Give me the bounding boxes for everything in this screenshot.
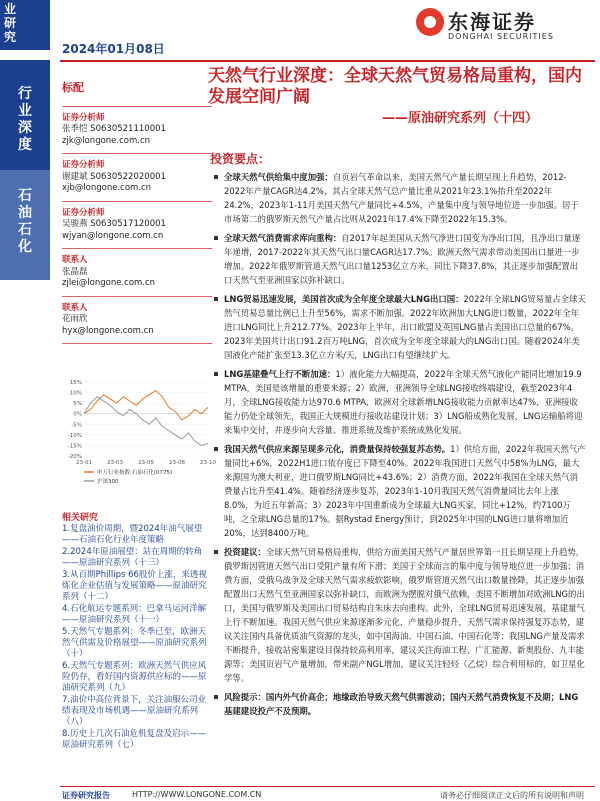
y-tick-label: 15% (69, 380, 82, 386)
analyst-entry (62, 113, 212, 155)
person-name: 吴骏燕 (62, 219, 88, 229)
related-item[interactable]: 8.历史上几次石油危机复盘及启示——原油研究系列（七） (62, 729, 207, 750)
rating: 标配 (62, 81, 84, 94)
chart-svg (62, 378, 216, 498)
point-body: 1）供给方面，2022年我国天然气产量同比+6%，2022H1进口依存度已下降至40%。2022年我国进口天然气中58%为LNG，最大来源国为澳大利亚，进口俄罗斯LNG同比+43.6%；2）消费方面，2022年我国在全球天然气消费量占比升至41.4%。随着经济逐步复苏，2023年1-10月我国天然气消费量同比去年上涨8.0%，为近五年新高；3）2023年中国重新成为全球最大LNG买家，同比+12%，约7100万吨，之全球LNG总量的17%。据Rystad Energy预计，到2025年中国的LNG进口量将增加近20%，达到8400万吨。 (224, 444, 586, 538)
side-band-label-1: 行业深度 (18, 86, 32, 153)
corner-banner (0, 0, 50, 50)
point-heading: 全球天然气消费需求库向重构： (224, 233, 342, 243)
email-link[interactable]: zjlei@longone.com.cn (62, 278, 156, 288)
x-tick-label: 23-03 (107, 460, 123, 466)
related-item[interactable]: 2.2024年原油展望：站在周期的转角——原油研究系列（十三） (62, 547, 203, 568)
point-body: 全球天然气贸易格局重构，供给方面美国天然气产量居世界第一且长期呈现上升趋势，俄罗斯因管道天然气出口受阻产量有所下滑；美国于全球而言的集中度与领导地位进一步加强；消费方面，受俄乌战争及全球天然气需求疲软影响，俄罗斯管道天然气出口数量挫降，其正逐步加强配置出口天然气至亚洲国家以弥补缺口，而欧洲为摆脱对俄气依赖，美国不断增加对欧洲LNG的出口，美国与俄罗斯及美国出口贸易结构自朱床去向重构。此外，全球LNG贸易迅速发展，基建量气上行不断加速。我国天然气供应来源逐渐多元化，产量稳步提升，天然气需求保持强复苏态势，建议关注国内具备优质油气资源的龙头，如中国海油、中国石油、中国石化等；我国LNG产量及需求不断提升，接收站密集建设目保持较高利用率，建议关注海油工程、广汇能源、新奥股份、九丰能源等；美国页岩气产量增加，带来副产NGL增加，建议关注轻烃（乙烷）综合利用标的，如卫星化学等。 (224, 547, 585, 683)
performance-chart (62, 378, 216, 498)
related-item[interactable]: 7.油价中高位背景下，关注油服公司业绩表现及市场机遇——原油研究系列（八） (62, 695, 207, 727)
divider (62, 296, 212, 297)
point-body: 2022年全球LNG贸易量占全球天然气贸易总量比例已上升至56%，需求不断加强。2022年欧洲加大LNG进口数量，2022年全年进口LNG同比上升212.77%。2023年上半年，出口欧盟及英国LNG量占美国出口总量的67%。2023年美国共计出口91.2百万吨LNG，首次成为全年度全球最大的LNG出口国。随着2024年美国液化产能扩张至13.3亿立方米/天，LNG出口有望继续扩大。 (224, 294, 586, 360)
license-id: S0630522020001 (90, 171, 166, 182)
email-link[interactable]: wjyan@longone.com.cn (62, 230, 164, 241)
point-heading: LNG基建叠气上行不断加速： (224, 369, 336, 379)
point-heading: 全球天然气供给集中度加强： (224, 172, 333, 182)
point-paragraph (214, 367, 586, 437)
logo-en: DONGHAI SECURITIES (448, 32, 554, 41)
series-line-1 (84, 397, 208, 446)
analyst-entry (62, 160, 212, 202)
point-body: 1）液化能力大幅提高，2022年全球天然气液化产能同比增加19.9 MTPA，美国是该增量的重要来源；2）欧洲，亚洲领导全球LNG接收终端建设，截至2023年4月，全球LNG接收能力达970.6 MTPA，欧洲对全球新增LNG接收能力贡献率达47%，亚洲接收能力仍处全球领先，我国正大规模进行接收站建设计划；3）LNG船成熟化发展，LNG运输船将迎来集中交付，并逐步向大容量、推进系统及维护系统成熟化发展。 (224, 369, 583, 435)
y-tick-label: 5% (73, 401, 82, 408)
license-id: S0630517120001 (90, 219, 166, 229)
legend-label: 申万行业指数:石油石化(0775) (97, 470, 173, 476)
entry-name (62, 172, 212, 184)
person-name: 花雨欣 (62, 314, 88, 324)
left-column (62, 82, 212, 350)
points-title: 投资要点： (210, 152, 271, 166)
contact-entry (62, 255, 212, 297)
y-tick-label: 0% (73, 411, 82, 418)
point-paragraph (214, 170, 586, 226)
footer-disclaimer: 请务必仔细阅读正文后的所有说明和声明 (440, 791, 584, 800)
person-name: 张季恺 (62, 124, 88, 134)
related-item[interactable]: 1.复盘油价周期，暨2024年油气展望——石油石化行业年度策略 (62, 524, 203, 545)
side-band-top (0, 60, 50, 170)
email-link[interactable]: zjk@longone.com.cn (62, 135, 151, 146)
legend-label: 沪深300 (97, 479, 119, 485)
entry-label: 联系人 (62, 302, 88, 313)
related-item[interactable]: 3.从百期Phillips 66股价上涨，来透视炼化企业估值与发展策略——原油研究系列（十二） (62, 570, 207, 602)
point-paragraph (214, 545, 586, 685)
divider (62, 343, 212, 344)
analyst-list (62, 113, 212, 345)
point-body: 自页岩气革命以来，美国天然气产量长期呈现上升趋势，2012-2022年产量CAGR达4.2%，其占全球天然气总产量比重从2021年23.1%抬升至2022年24.2%，2023年1-11月美国天然气产量同比+4.5%，产量集中度与领导地位进一步加强。居于市场第二的俄罗斯天然气产量占比则从2021年17.4%下降至2022年15.3%。 (224, 172, 579, 224)
side-band-label-2: 石油石化 (18, 188, 32, 255)
point-paragraph (214, 292, 586, 362)
company-logo (416, 6, 556, 46)
related-item[interactable]: 6.天然气专题系列：欧洲天然气供应风险仍存，看好国内资源供应标的——原油研究系列（九） (62, 661, 207, 693)
entry-label: 证券分析师 (62, 160, 105, 170)
y-tick-label: -5% (71, 422, 82, 429)
footer-label: 证券研究报告 (62, 791, 110, 800)
y-tick-label: -10% (67, 432, 82, 439)
point-heading: 投资建议： (224, 547, 266, 557)
y-tick-label: -15% (67, 443, 82, 450)
related-title: 相关研究 (62, 513, 99, 523)
y-tick-label: 10% (69, 390, 82, 397)
entry-label: 证券分析师 (62, 112, 105, 123)
person-name: 张晶磊 (62, 266, 88, 277)
email-link[interactable]: hyx@longone.com.cn (62, 325, 154, 336)
corner-label: 业研究 (4, 2, 17, 44)
point-heading: 我国天然气供应来源呈现多元化，消费量保持较强复苏态势。 (224, 444, 451, 454)
point-body: 自2017年起美国从天然气净进口国变为净出口国，且净出口量逐年递增，2017-2022年其天然气出口量CAGR达17.7%。欧洲天然气需求带动美国出口量进一步增加。2022年俄罗斯管道天然气出口量1253亿立方米，同比下降37.8%，其正逐步加强配置出口天然气至亚洲国家以弥补缺口。 (224, 233, 581, 285)
x-tick-label: 23-10 (200, 460, 216, 466)
report-subtitle: ——原油研究系列（十四） (382, 111, 539, 126)
x-tick-label: 23-08 (169, 460, 185, 466)
side-band-bottom (0, 170, 50, 280)
divider (62, 106, 212, 107)
entry-label: 联系人 (62, 255, 88, 265)
header-divider (60, 60, 595, 62)
person-name: 谢建斌 (62, 171, 88, 182)
divider (62, 248, 212, 249)
report-date: 2024年01月08日 (62, 42, 165, 56)
point-paragraph (214, 442, 586, 540)
related-item[interactable]: 5.天然气专题系列：冬季已至，欧洲天然气供需及价格展望——原油研究系列（十） (62, 627, 207, 659)
x-tick-label: 23-05 (138, 460, 154, 466)
y-tick-label: -20% (67, 454, 82, 460)
footer-url[interactable]: HTTP://WWW.LONGONE.COM.CN (132, 790, 262, 799)
email-link[interactable]: xjb@longone.com.cn (62, 183, 152, 193)
entry-name (62, 267, 212, 279)
license-id: S0630521110001 (90, 124, 166, 134)
divider (62, 201, 212, 202)
logo-mark-icon (416, 8, 444, 36)
analyst-entry (62, 208, 212, 250)
report-title: 天然气行业深度：全球天然气贸易格局重构，国内发展空间广阔 (208, 66, 582, 107)
divider (62, 153, 212, 154)
point-heading: 风险提示：国内外气价高企；地缘政治导致天然气供需波动；国内天然气消费恢复不及期；LNG基建建设投产不及预期。 (224, 692, 579, 716)
related-list (62, 524, 212, 752)
x-tick-label: 23-01 (76, 460, 92, 466)
entry-name (62, 219, 212, 231)
entry-label: 证券分析师 (62, 207, 105, 218)
point-paragraph (214, 231, 586, 287)
point-paragraph (214, 690, 586, 718)
contact-entry (62, 303, 212, 345)
investment-points (214, 170, 586, 723)
footer-divider (60, 786, 595, 787)
entry-name (62, 124, 212, 136)
related-item[interactable]: 4.石化航运专题系列：巴拿马运河洋解——原油研究系列（十一） (62, 604, 207, 625)
logo-cn: 东海证券 (448, 10, 536, 34)
entry-name (62, 314, 212, 326)
series-line-0 (84, 391, 208, 421)
point-heading: LNG贸易迅速发展，美国首次成为全年度全球最大LNG出口国： (224, 294, 464, 304)
